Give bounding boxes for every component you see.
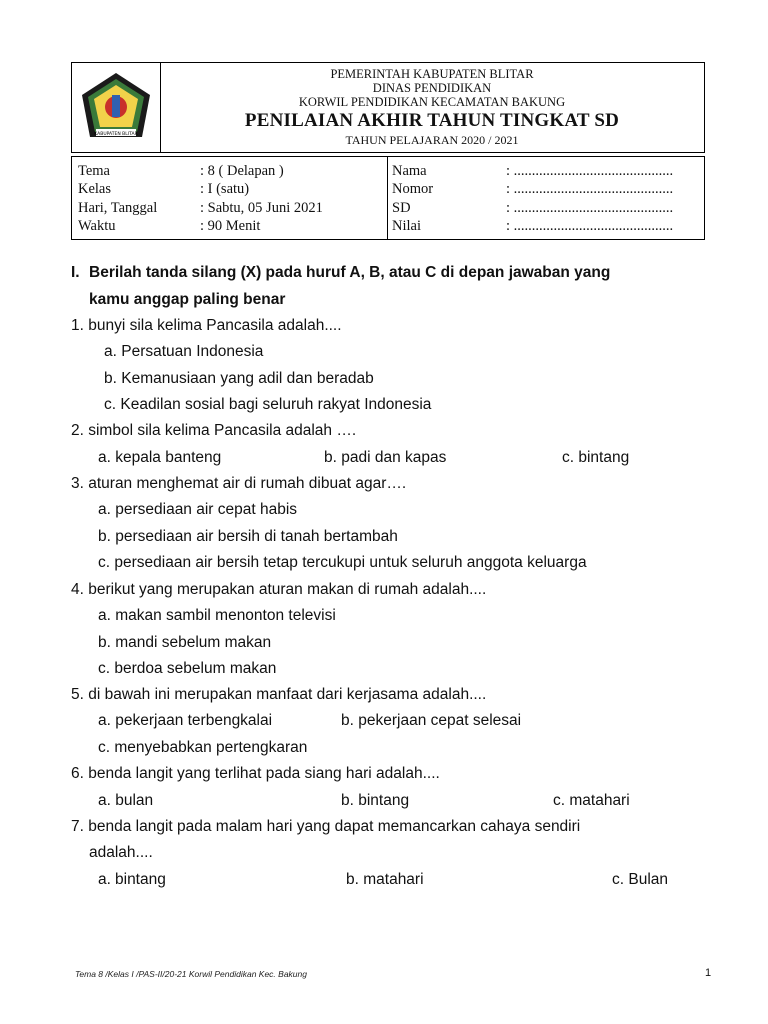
question-2: 2. simbol sila kelima Pancasila adalah …. [71,422,357,439]
q7-option-c[interactable]: c. Bulan [612,871,669,888]
value-kelas: : I (satu) [200,181,250,197]
page-footer: Tema 8 /Kelas I /PAS-II/20-21 Korwil Pendidikan Kec. Bakung [75,969,307,979]
label-nama: Nama [392,163,427,179]
question-7-continued: adalah.... [89,844,153,861]
q4-option-b[interactable]: b. mandi sebelum makan [98,634,272,651]
q1-option-b[interactable]: b. Kemanusiaan yang adil dan beradab [104,370,374,387]
q3-option-c[interactable]: c. persediaan air bersih tetap tercukupi untuk seluruh anggota keluarga [98,554,587,571]
q7-option-a-text[interactable]: bintang [115,871,166,888]
value-waktu: : 90 Menit [200,218,261,234]
q1-option-c[interactable]: c. Keadilan sosial bagi seluruh rakyat Indonesia [104,396,432,413]
q6-option-c[interactable]: c. matahari [553,792,630,809]
question-1: 1. bunyi sila kelima Pancasila adalah.... [71,317,342,334]
q5-option-a[interactable]: a. pekerjaan terbengkalai [98,712,273,729]
header-line-3: KORWIL PENDIDIKAN KECAMATAN BAKUNG [298,95,566,109]
label-waktu: Waktu [78,218,116,234]
academic-year: TAHUN PELAJARAN 2020 / 2021 [345,133,519,147]
question-3: 3. aturan menghemat air di rumah dibuat agar…. [71,475,407,492]
label-sd: SD [392,200,411,216]
svg-text:KABUPATEN BLITAR: KABUPATEN BLITAR [94,132,138,137]
q4-option-a[interactable]: a. makan sambil menonton televisi [98,607,336,624]
field-sd: : ............................................ [506,200,674,216]
question-7: 7. benda langit pada malam hari yang dapat memancarkan cahaya sendiri [71,818,581,835]
field-nama: : ............................................ [506,163,674,179]
identity-table [71,156,705,240]
label-tema: Tema [78,163,110,179]
header-line-2: DINAS PENDIDIKAN [372,81,492,95]
value-hari-tanggal: : Sabtu, 05 Juni 2021 [200,200,323,216]
q2-option-c[interactable]: c. bintang [562,449,630,466]
question-6: 6. benda langit yang terlihat pada siang hari adalah.... [71,765,440,782]
section-number: I. [71,264,80,281]
q5-option-b[interactable]: b. pekerjaan cepat selesai [341,712,522,729]
q5-option-c[interactable]: c. menyebabkan pertengkaran [98,739,308,756]
q7-option-b[interactable]: b. matahari [346,871,424,888]
table-divider [387,157,388,239]
q6-option-b[interactable]: b. bintang [341,792,410,809]
q2-option-a[interactable]: a. kepala banteng [98,449,222,466]
logo-cell [72,63,161,152]
label-kelas: Kelas [78,181,112,197]
q1-option-a[interactable]: a. Persatuan Indonesia [104,343,264,360]
q6-option-a[interactable]: a. bulan [98,792,154,809]
q3-option-b[interactable]: b. persediaan air bersih di tanah bertambah [98,528,398,545]
value-tema: : 8 ( Delapan ) [200,163,284,179]
label-nomor: Nomor [392,181,434,197]
question-5: 5. di bawah ini merupakan manfaat dari kerjasama adalah.... [71,686,487,703]
page-number: 1 [705,967,712,979]
header-text [160,67,704,147]
exam-header [71,62,705,153]
label-nilai: Nilai [392,218,421,234]
q4-option-c[interactable]: c. berdoa sebelum makan [98,660,277,677]
question-4: 4. berikut yang merupakan aturan makan di rumah adalah.... [71,581,487,598]
instruction-line-1: Berilah tanda silang (X) pada huruf A, B, atau C di depan jawaban yang [89,264,611,281]
q2-option-b[interactable]: b. padi dan kapas [324,449,447,466]
q7-option-a-letter[interactable]: a. [98,871,111,888]
exam-title: PENILAIAN AKHIR TAHUN TINGKAT SD [244,110,620,131]
label-hari-tanggal: Hari, Tanggal [78,200,158,216]
kabupaten-blitar-logo-icon [78,69,154,145]
header-line-1: PEMERINTAH KABUPATEN BLITAR [330,67,534,81]
field-nomor: : ............................................ [506,181,674,197]
q3-option-a[interactable]: a. persediaan air cepat habis [98,501,298,518]
field-nilai: : ............................................ [506,218,674,234]
instruction-line-2: kamu anggap paling benar [89,291,286,308]
